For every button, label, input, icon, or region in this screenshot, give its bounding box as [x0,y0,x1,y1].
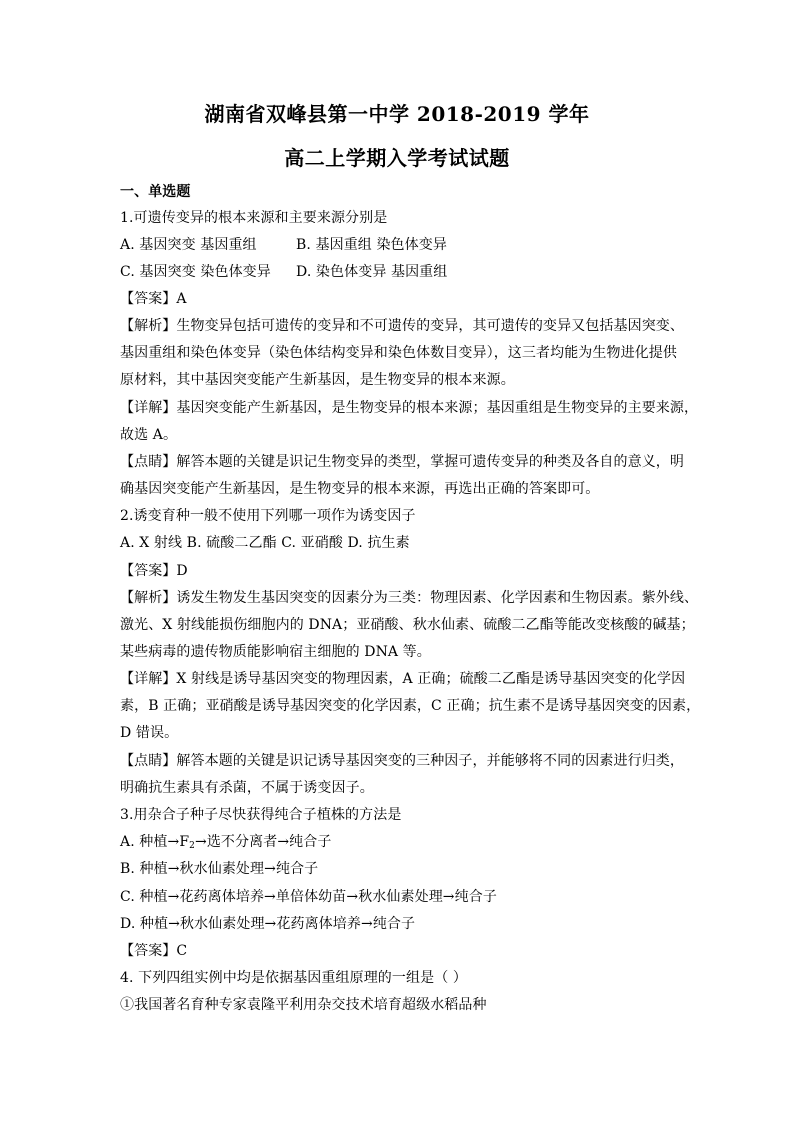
question-3-option-a-suffix: →选不分离者→纯合子 [194,834,332,850]
question-2-detail-line-1: 【详解】X 射线是诱导基因突变的物理因素，A 正确；硫酸二乙酯是诱导基因突变的化学因 [120,671,686,687]
question-1-answer: 【答案】A [120,291,187,307]
question-2-analysis-line-3: 某些病毒的遗传物质能影响宿主细胞的 DNA 等。 [120,644,431,660]
question-2-tip-line-2: 明确抗生素具有杀菌，不属于诱变因子。 [120,780,374,796]
question-1-option-c: C. 基因突变 染色体变异 [120,264,271,280]
question-3-option-d: D. 种植→秋水仙素处理→花药离体培养→纯合子 [120,916,416,932]
question-2-analysis-line-2: 激光、X 射线能损伤细胞内的 DNA；亚硝酸、秋水仙素、硫酸二乙酯等能改变核酸的碱基； [120,617,695,633]
question-4-item-1: ①我国著名育种专家袁隆平利用杂交技术培育超级水稻品种 [120,997,487,1013]
question-3-option-b: B. 种植→秋水仙素处理→纯合子 [120,861,319,877]
question-1-options-row-2 [120,261,680,281]
question-3-answer: 【答案】C [120,943,188,959]
question-1-tip-line-1: 【点睛】解答本题的关键是识记生物变异的类型，掌握可遗传变异的种类及各自的意义，明 [120,454,684,470]
question-2-tip-line-1: 【点睛】解答本题的关键是识记诱导基因突变的三种因子，并能够将不同的因素进行归类， [120,753,684,769]
question-2-analysis-line-1: 【解析】诱发生物发生基因突变的因素分为三类：物理因素、化学因素和生物因素。紫外线、 [120,590,699,606]
question-2-stem: 2.诱变育种一般不使用下列哪一项作为诱变因子 [120,508,416,524]
question-1-option-d: D. 染色体变异 基因重组 [296,264,448,280]
question-1-analysis-line-3: 原材料，其中基因突变能产生新基因，是生物变异的根本来源。 [120,372,515,388]
question-3-option-a-prefix: A. 种植→F [120,834,190,850]
question-1-detail-line-1: 【详解】基因突变能产生新基因，是生物变异的根本来源；基因重组是生物变异的主要来源， [120,400,699,416]
question-3-stem: 3.用杂合子种子尽快获得纯合子植株的方法是 [120,807,402,823]
question-1-option-a: A. 基因突变 基因重组 [120,237,257,253]
section-heading: 一、单选题 [120,184,191,200]
document-title-line-1: 湖南省双峰县第一中学 2018-2019 学年 [204,102,590,126]
question-1-options-row-1 [120,234,680,254]
question-3-option-c: C. 种植→花药离体培养→单倍体幼苗→秋水仙素处理→纯合子 [120,889,497,905]
document-title-line-2: 高二上学期入学考试试题 [284,146,510,170]
question-1-detail-line-2: 故选 A。 [120,427,178,443]
question-2-detail-line-2: 素，B 正确；亚硝酸是诱导基因突变的化学因素，C 正确；抗生素不是诱导基因突变的因素， [120,698,701,714]
question-3-option-a [120,831,680,851]
question-1-analysis-line-2: 基因重组和染色体变异（染色体结构变异和染色体数目变异），这三者均能为生物进化提供 [120,345,677,361]
question-4-stem: 4. 下列四组实例中均是依据基因重组原理的一组是（ ） [120,970,467,986]
question-2-options: A. X 射线 B. 硫酸二乙酯 C. 亚硝酸 D. 抗生素 [120,535,410,551]
question-3-option-a-subscript: 2 [189,841,195,851]
question-1-analysis-line-1: 【解析】生物变异包括可遗传的变异和不可遗传的变异，其可遗传的变异又包括基因突变、 [120,318,684,334]
question-2-detail-line-3: D 错误。 [120,725,179,741]
question-1-stem: 1.可遗传变异的根本来源和主要来源分别是 [120,210,388,226]
question-1-option-b: B. 基因重组 染色体变异 [296,237,447,253]
question-2-answer: 【答案】D [120,563,188,579]
question-1-tip-line-2: 确基因突变能产生新基因，是生物变异的根本来源，再选出正确的答案即可。 [120,481,600,497]
